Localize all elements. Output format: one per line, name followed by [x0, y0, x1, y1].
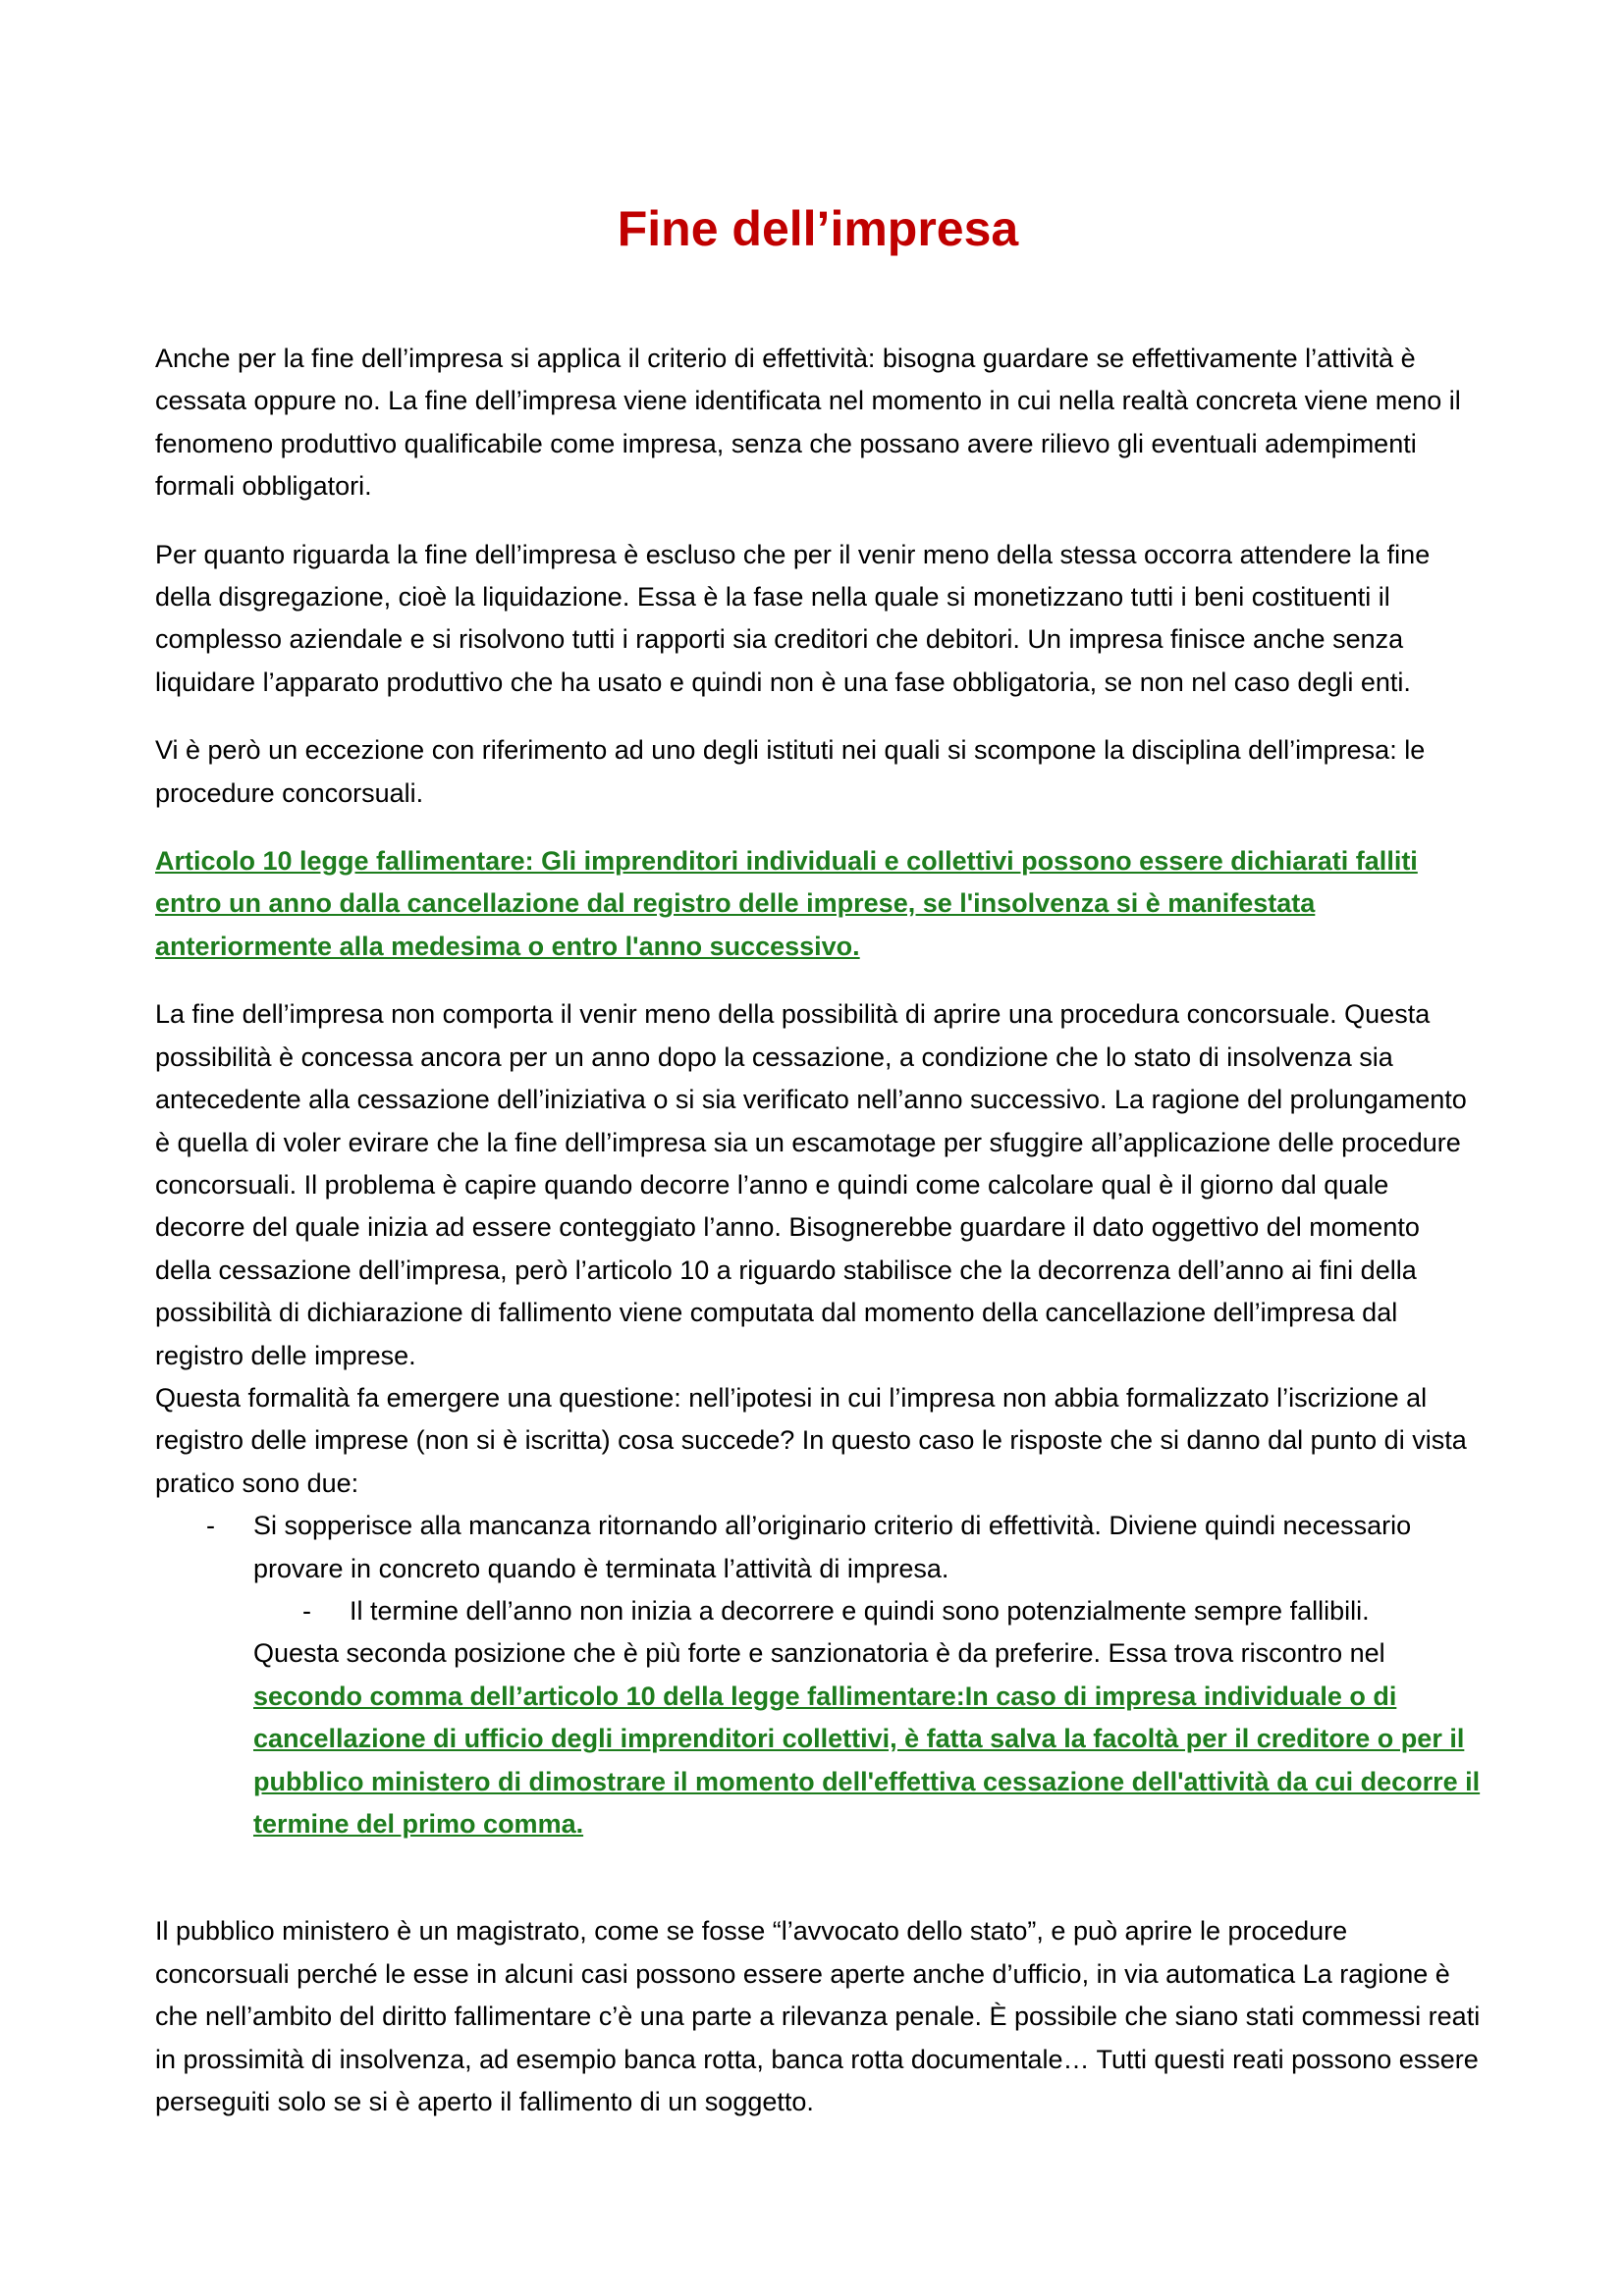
paragraph-eccezione: Vi è però un eccezione con riferimento ad uno degli istituti nei quali si scompone la disciplina dell’impresa: le procedure concorsuali.	[155, 735, 1426, 808]
law-quote-articolo-10: Articolo 10 legge fallimentare: Gli imprenditori individuali e collettivi possono essere dichiarati falliti entro un anno dalla cancellazione dal registro delle imprese, se l'insolvenza si è manifestata anteriormente alla medesima o entro l'anno successivo.	[155, 846, 1418, 961]
continuation-text: Questa seconda posizione che è più forte e sanzionatoria è da preferire. Essa trova riscontro nel	[253, 1638, 1385, 1669]
list-item	[155, 1590, 1481, 1632]
paragraph-questione: Questa formalità fa emergere una questione: nell’ipotesi in cui l’impresa non abbia formalizzato l’iscrizione al registro delle imprese (non si è iscritta) cosa succede? In questo caso le risposte che si danno dal punto di vista pratico sono due:	[155, 1382, 1467, 1498]
list-continuation	[155, 1632, 1481, 1845]
paragraph-liquidazione: Per quanto riguarda la fine dell’impresa è escluso che per il venir meno della stessa occorra attendere la fine della disgregazione, cioè la liquidazione. Essa è la fase nella quale si monetizzano tutti i beni costituenti il complesso aziendale e si risolvono tutti i rapporti sia creditori che debitori. Un impresa finisce anche senza liquidare l’apparato produttivo che ha usato e quindi non è una fase obbligatoria, se non nel caso degli enti.	[155, 539, 1431, 697]
bullet-dash: -	[302, 1595, 311, 1626]
document-body	[155, 338, 1481, 2149]
paragraph-procedura-concorsuale: La fine dell’impresa non comporta il venir meno della possibilità di aprire una procedura concorsuale. Questa possibilità è concessa ancora per un anno dopo la cessazione, a condizione che lo stato di insolvenza sia antecedente alla cessazione dell’iniziativa o si sia verificato nell’anno successivo. La ragione del prolungamento è quella di voler evirare che la fine dell’impresa sia un escamotage per sfuggire all’applicazione delle procedure concorsuali. Il problema è capire quando decorre l’anno e quindi come calcolare qual è il giorno dal quale decorre del quale inizia ad essere conteggiato l’anno. Bisognerebbe guardare il dato oggettivo del momento della cessazione dell’impresa, però l’articolo 10 a riguardo stabilisce che la decorrenza dell’anno ai fini della possibilità di dichiarazione di fallimento viene computata dal momento della cancellazione dell’impresa dal registro delle imprese.	[155, 999, 1467, 1370]
paragraph-effettivita: Anche per la fine dell’impresa si applica il criterio di effettività: bisogna guardare se effettivamente l’attività è cessata oppure no. La fine dell’impresa viene identificata nel momento in cui nella realtà concreta viene meno il fenomeno produttivo qualificabile come impresa, senza che possano avere rilievo gli eventuali adempimenti formali obbligatori.	[155, 344, 1461, 502]
list-item	[155, 1505, 1481, 1590]
law-quote-secondo-comma: secondo comma dell’articolo 10 della legge fallimentare:In caso di impresa individuale o di cancellazione di ufficio degli imprenditori collettivi, è fatta salva la facoltà per il creditore o per il pubblico ministero di dimostrare il momento dell'effettiva cessazione dell'attività da cui decorre il termine del primo comma.	[253, 1681, 1481, 1839]
document-title: Fine dell’impresa	[617, 201, 1019, 256]
spacer	[155, 1871, 1481, 1910]
list-item-text: Il termine dell’anno non inizia a decorrere e quindi sono potenzialmente sempre fallibili.	[350, 1595, 1370, 1626]
paragraph-pubblico-ministero: Il pubblico ministero è un magistrato, come se fosse “l’avvocato dello stato”, e può aprire le procedure concorsuali perché le esse in alcuni casi possono essere aperte anche d’ufficio, in via automatica La ragione è che nell’ambito del diritto fallimentare c’è una parte a rilevanza penale. È possibile che siano stati commessi reati in prossimità di insolvenza, ad esempio banca rotta, banca rotta documentale… Tutti questi reati possono essere perseguiti solo se si è aperto il fallimento di un soggetto.	[155, 1916, 1481, 2117]
list-item-text: Si sopperisce alla mancanza ritornando all’originario criterio di effettività. Diviene quindi necessario provare in concreto quando è terminata l’attività di impresa.	[253, 1511, 1412, 1583]
bullet-dash: -	[206, 1511, 215, 1541]
answers-list	[155, 1505, 1481, 1845]
